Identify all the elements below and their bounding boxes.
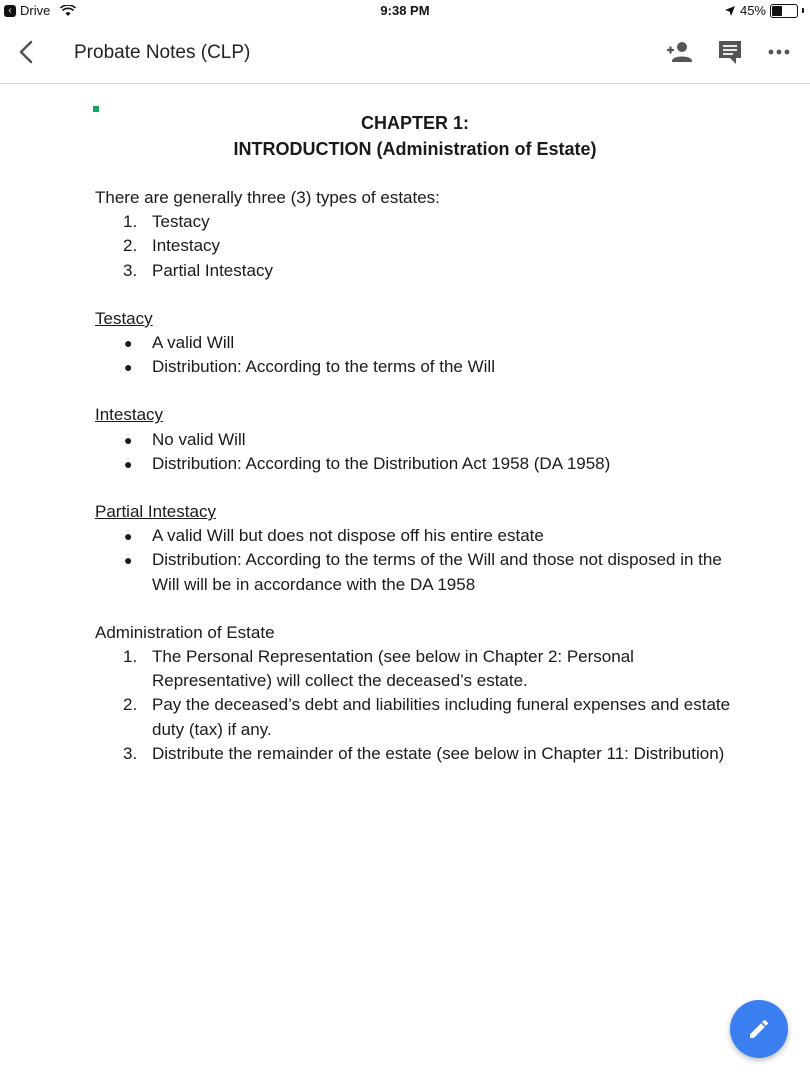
intro-paragraph: There are generally three (3) types of estates: <box>95 188 440 207</box>
edit-fab-button[interactable] <box>730 1000 788 1058</box>
list-item: 1. The Personal Representation (see below in Chapter 2: Personal Representative) will collect the deceased’s estate. <box>123 647 634 691</box>
list-item: ● A valid Will <box>124 333 235 353</box>
edit-pencil-icon <box>747 1017 771 1041</box>
chapter-heading-line1: CHAPTER 1: <box>360 113 469 133</box>
add-person-icon[interactable] <box>665 39 693 65</box>
partial-intestacy-heading: Partial Intestacy <box>95 502 216 522</box>
partial-intestacy-bullets <box>95 524 735 597</box>
administration-steps <box>95 645 735 766</box>
intestacy-bullets <box>95 428 735 476</box>
battery-fill <box>772 6 782 16</box>
battery-percent: 45% <box>739 3 766 18</box>
status-bar <box>0 0 810 22</box>
back-arrow-icon[interactable] <box>14 38 40 66</box>
list-item: ● A valid Will but does not dispose off his entire estate <box>124 526 544 546</box>
battery-cap <box>802 8 804 13</box>
administration-heading: Administration of Estate <box>95 622 275 642</box>
list-item: 3. Distribute the remainder of the estate (see below in Chapter 11: Distribution) <box>123 743 725 763</box>
back-app-label[interactable]: Drive <box>20 3 51 18</box>
location-arrow-icon <box>724 5 736 17</box>
comment-icon[interactable] <box>716 39 744 65</box>
status-right <box>724 3 804 18</box>
more-icon[interactable] <box>766 39 794 65</box>
list-item: 3. Partial Intestacy <box>123 260 273 280</box>
back-to-app-icon[interactable]: ‹ <box>4 5 16 17</box>
battery-icon <box>770 4 798 18</box>
intestacy-heading: Intestacy <box>95 405 164 425</box>
status-time: 9:38 PM <box>380 3 430 18</box>
testacy-bullets <box>95 331 735 379</box>
testacy-heading: Testacy <box>95 308 153 328</box>
list-item: 1. Testacy <box>123 212 210 232</box>
list-item: 2. Intestacy <box>123 236 221 256</box>
list-item: 2. Pay the deceased’s debt and liabilities including funeral expenses and estate duty (tax) if any. <box>123 695 731 739</box>
app-bar <box>0 22 810 84</box>
list-item: ● Distribution: According to the terms of the Will <box>124 357 495 377</box>
chapter-heading-line2: INTRODUCTION (Administration of Estate) <box>233 139 597 159</box>
estate-types-list <box>95 210 735 283</box>
document-body[interactable] <box>95 104 735 766</box>
list-item: ● No valid Will <box>124 429 246 449</box>
list-item: ● Distribution: According to the terms of the Will and those not disposed in the Will will be in accordance with the DA 1958 <box>124 550 722 594</box>
document-title: Probate Notes (CLP) <box>74 42 251 63</box>
list-item: ● Distribution: According to the Distribution Act 1958 (DA 1958) <box>124 453 611 473</box>
